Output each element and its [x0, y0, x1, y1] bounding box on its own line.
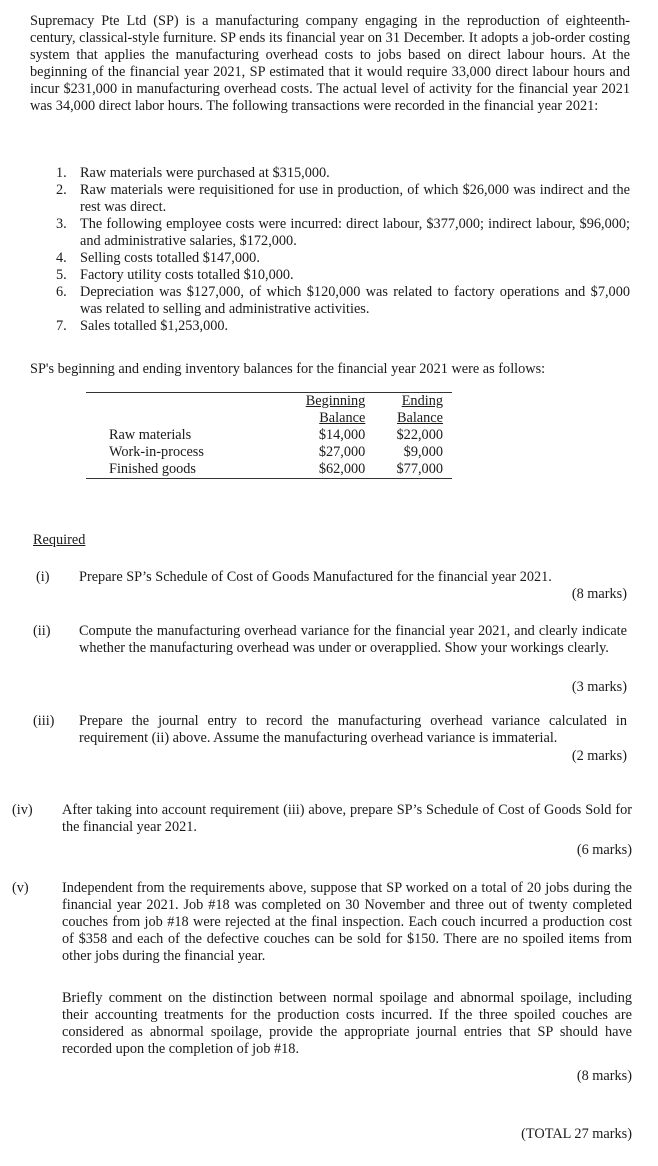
beginning-header: Beginning [305, 393, 366, 409]
ending-value: $9,000 [403, 444, 443, 460]
question-number: (ii) [33, 623, 51, 639]
list-item [50, 267, 630, 284]
inventory-intro: SP's beginning and ending inventory balances for the financial year 2021 were as follows: [30, 361, 546, 377]
list-text: Raw materials were purchased at $315,000. [80, 165, 330, 181]
intro-paragraph: Supremacy Pte Ltd (SP) is a manufacturing company engaging in the reproduction of eighteenth-century, classical-style furniture. SP ends its financial year on 31 December. It adopts a job-order costing system that applies the manufacturing overhead costs to jobs based on direct labour hours. At the beginning of the financial year 2021, SP estimated that it would require 33,000 direct labour hours and incur $231,000 in manufacturing overhead costs. The actual level of activity for the financial year 2021 was 34,000 direct labor hours. The following transactions were recorded in the financial year 2021: [30, 13, 630, 114]
question-text-continued: Briefly comment on the distinction between normal spoilage and abnormal spoilage, including their accounting treatments for the production costs incurred. If the three spoiled couches are considered as abnormal spoilage, provide the appropriate journal entries that SP should have recorded upon the completion of job #18. [62, 990, 632, 1057]
list-number: 1. [56, 165, 67, 181]
required-heading: Required [33, 532, 86, 548]
list-number: 3. [56, 216, 67, 232]
list-number: 5. [56, 267, 67, 283]
list-text: Depreciation was $127,000, of which $120,000 was related to factory operations and $7,000 was related to selling and administrative activities. [80, 284, 630, 317]
list-number: 2. [56, 182, 67, 198]
ending-value: $77,000 [365, 461, 452, 479]
question-marks: (3 marks) [571, 679, 627, 695]
question-number: (v) [12, 880, 29, 896]
question-text: Prepare SP’s Schedule of Cost of Goods Manufactured for the financial year 2021. [79, 569, 552, 585]
total-marks: (TOTAL 27 marks) [521, 1126, 632, 1142]
transaction-list [50, 165, 630, 335]
row-label: Raw materials [109, 427, 192, 443]
list-item [50, 284, 630, 318]
ending-header: Ending [401, 393, 443, 409]
list-item [50, 165, 630, 182]
list-item [50, 318, 630, 335]
beginning-value: $27,000 [318, 444, 366, 460]
ending-value: $22,000 [396, 427, 443, 443]
list-text: The following employee costs were incurred: direct labour, $377,000; indirect labour, $96,000; and administrative salaries, $172,000. [80, 216, 630, 249]
list-number: 7. [56, 318, 67, 334]
question-marks: (2 marks) [571, 748, 627, 764]
question-number: (iv) [12, 802, 33, 818]
ending-header-balance: Balance [396, 410, 443, 426]
list-item [50, 216, 630, 250]
question-marks: (8 marks) [571, 586, 627, 602]
table-row [86, 444, 452, 461]
question-text: Independent from the requirements above, suppose that SP worked on a total of 20 jobs during the financial year 2021. Job #18 was completed on 30 November and three out of twenty completed couches from job #18 were rejected at the final inspection. Each couch incurred a production cost of $358 and each of the defective couches can be sold for $150. There are no spoiled items from other jobs during the financial year. [62, 880, 632, 964]
list-number: 6. [56, 284, 67, 300]
list-item [50, 250, 630, 267]
beginning-header-balance: Balance [319, 410, 366, 426]
list-number: 4. [56, 250, 67, 266]
question-marks: (8 marks) [576, 1068, 632, 1084]
beginning-value: $14,000 [318, 427, 366, 443]
row-label: Work-in-process [109, 444, 204, 460]
row-label: Finished goods [86, 461, 276, 479]
table-row [86, 461, 452, 479]
question-number: (i) [36, 569, 50, 585]
beginning-value: $62,000 [276, 461, 366, 479]
list-text: Selling costs totalled $147,000. [80, 250, 260, 266]
question-text: Prepare the journal entry to record the manufacturing overhead variance calculated in requirement (ii) above. Assume the manufacturing overhead variance is immaterial. [79, 713, 627, 746]
list-text: Raw materials were requisitioned for use in production, of which $26,000 was indirect and the rest was direct. [80, 182, 630, 215]
inventory-table [86, 392, 452, 479]
question-number: (iii) [33, 713, 55, 729]
question-marks: (6 marks) [576, 842, 632, 858]
list-item [50, 182, 630, 216]
question-text: After taking into account requirement (iii) above, prepare SP’s Schedule of Cost of Goods Sold for the financial year 2021. [62, 802, 632, 835]
list-text: Factory utility costs totalled $10,000. [80, 267, 294, 283]
list-text: Sales totalled $1,253,000. [80, 318, 229, 334]
question-text: Compute the manufacturing overhead variance for the financial year 2021, and clearly indicate whether the manufacturing overhead was under or overapplied. Show your workings clearly. [79, 623, 627, 656]
table-row [86, 427, 452, 444]
